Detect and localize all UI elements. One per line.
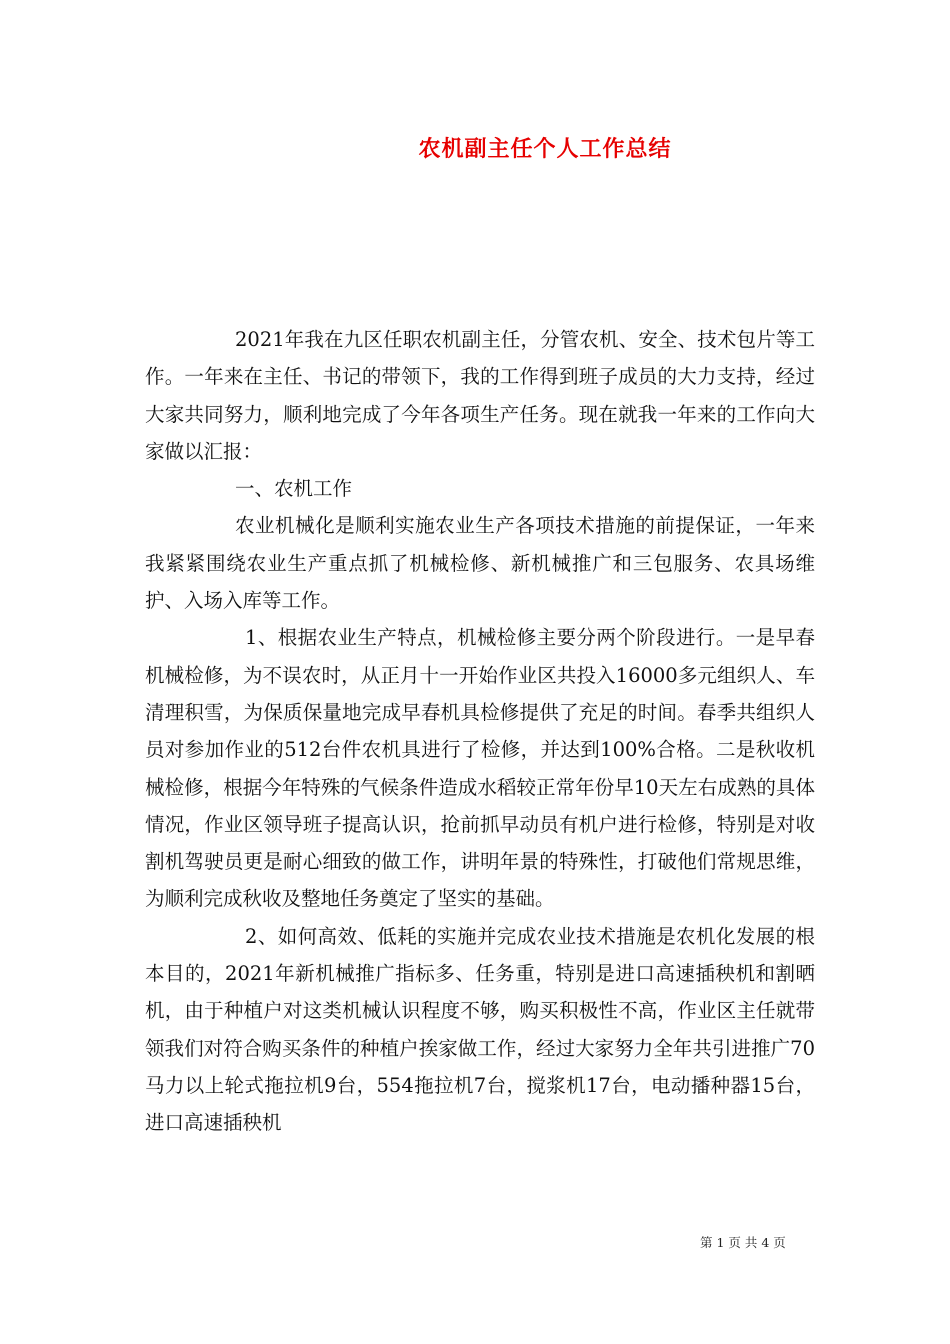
document-body — [145, 321, 815, 1142]
section-heading-agri-machinery: 一、农机工作 — [235, 477, 353, 501]
document-title: 农机副主任个人工作总结 — [418, 136, 672, 162]
paragraph-mechanization: 农业机械化是顺利实施农业生产各项技术措施的前提保证，一年来我紧紧围绕农业生产重点抓了机械检修、新机械推广和三包服务、农具场维护、入场入库等工作。 — [145, 514, 815, 613]
paragraph-maintenance: 1、根据农业生产特点，机械检修主要分两个阶段进行。一是早春机械检修，为不误农时，从正月十一开始作业区共投入16000多元组织人、车清理积雪，为保质保量地完成早春机具检修提供了充足的时间。春季共组织人员对参加作业的512台件农机具进行了检修，并达到100%合格。二是秋收机械检修，根据今年特殊的气候条件造成水稻较正常年份早10天左右成熟的具体情况，作业区领导班子提高认识，抢前抓早动员有机户进行检修，特别是对收割机驾驶员更是耐心细致的做工作，讲明年景的特殊性，打破他们常规思维，为顺利完成秋收及整地任务奠定了坚实的基础。 — [145, 626, 815, 911]
paragraph-promotion: 2、如何高效、低耗的实施并完成农业技术措施是农机化发展的根本目的，2021年新机械推广指标多、任务重，特别是进口高速插秧机和割晒机，由于种植户对这类机械认识程度不够，购买积极性不高，作业区主任就带领我们对符合购买条件的种植户挨家做工作，经过大家努力全年共引进推广70马力以上轮式拖拉机9台，554拖拉机7台，搅浆机17台，电动播种器15台，进口高速插秧机 — [145, 924, 815, 1135]
page-number: 第 1 页 共 4 页 — [700, 1235, 786, 1250]
paragraph-intro: 2021年我在九区任职农机副主任，分管农机、安全、技术包片等工作。一年来在主任、书记的带领下，我的工作得到班子成员的大力支持，经过大家共同努力，顺利地完成了今年各项生产任务。现在就我一年来的工作向大家做以汇报： — [145, 328, 815, 463]
